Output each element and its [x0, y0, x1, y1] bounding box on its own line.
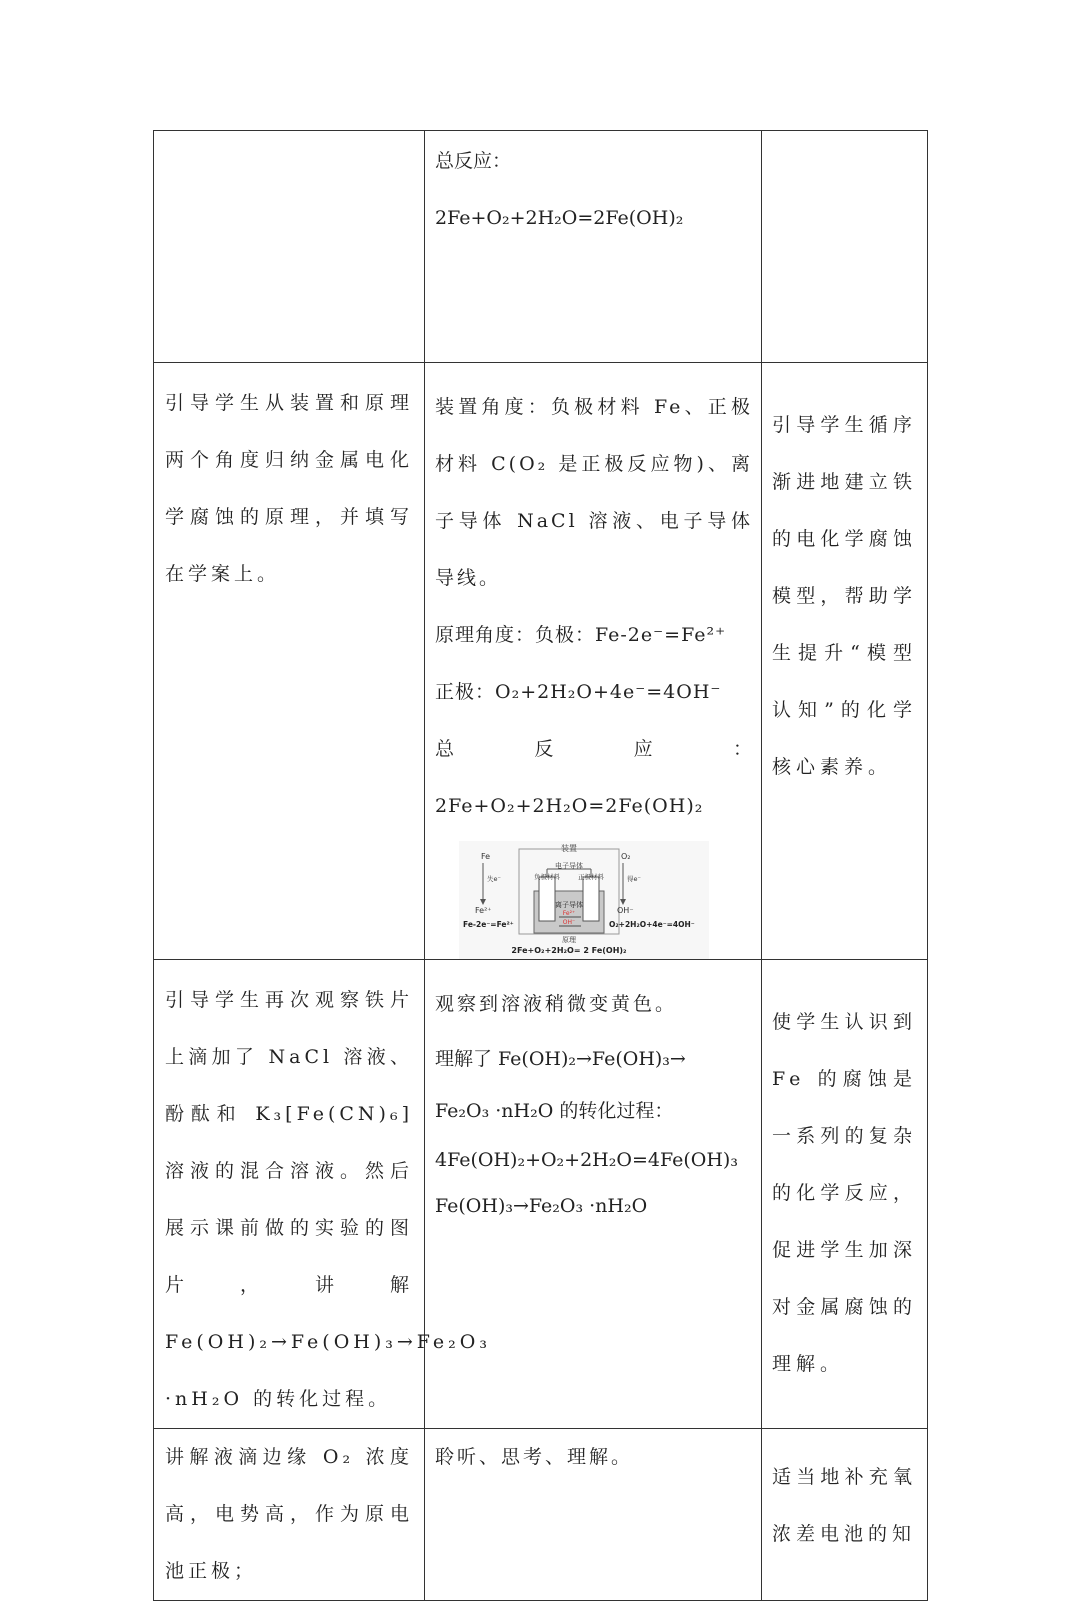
- principle-anode-text: 原理角度：负极：Fe-2e⁻=Fe²⁺: [435, 624, 727, 646]
- lose-electron-label: 失e⁻: [487, 875, 501, 883]
- anode-equation-label: Fe-2e⁻=Fe²⁺: [463, 920, 514, 929]
- ionic-conductor-label: 离子导体: [555, 901, 583, 909]
- intent-cell: [762, 131, 928, 363]
- teacher-cell: [154, 363, 425, 960]
- left-fe2-label: Fe²⁺: [475, 906, 492, 915]
- conversion-equation-text: Fe(OH)₃→Fe₂O₃ ·nH₂O: [435, 1195, 648, 1217]
- student-cell: [425, 960, 762, 1429]
- teacher-text: 引导学生再次观察铁片上滴加了 NaCl 溶液、酚酞和 K₃[Fe(CN)₆]溶液的混合溶液。然后展示课前做的实验的图片，讲解 Fe(OH)₂→Fe(OH)₃→Fe₂O₃ ·nH₂O 的转化过程。: [165, 989, 491, 1410]
- table-row: [154, 1429, 928, 1601]
- principle-cathode-text: 正极：O₂+2H₂O+4e⁻=4OH⁻: [435, 681, 722, 703]
- device-angle-text: 装置角度：负极材料 Fe、正极材料 C(O₂ 是正极反应物)、离子导体 NaCl 溶液、电子导体导线。: [435, 396, 753, 589]
- left-fe-label: Fe: [481, 852, 491, 861]
- teacher-cell: [154, 131, 425, 363]
- intent-cell: [762, 363, 928, 960]
- gain-electron-label: 得e⁻: [627, 875, 641, 883]
- table-row: [154, 363, 928, 960]
- lesson-table: [153, 130, 928, 1601]
- principle-label: 原理: [562, 936, 576, 944]
- intent-text: 适当地补充氧浓差电池的知: [772, 1466, 917, 1545]
- overall-equation-label: 2Fe+O₂+2H₂O= 2 Fe(OH)₂: [511, 946, 627, 955]
- teacher-text: 讲解液滴边缘 O₂ 浓度高，电势高，作为原电池正极；: [165, 1446, 413, 1582]
- principle-overall-text: 总反应：2Fe+O₂+2H₂O=2Fe(OH)₂: [435, 738, 753, 817]
- right-oh-label: OH⁻: [617, 906, 634, 915]
- student-cell: [425, 363, 762, 960]
- intent-text: 使学生认识到 Fe 的腐蚀是一系列的复杂的化学反应，促进学生加深对金属腐蚀的理解。: [772, 1011, 917, 1375]
- overall-reaction-text: 总反应：2Fe+O₂+2H₂O=2Fe(OH)₂: [435, 150, 684, 229]
- reaction-equation-text: 4Fe(OH)₂+O₂+2H₂O=4Fe(OH)₃: [435, 1149, 738, 1171]
- observation-text: 观察到溶液稍微变黄色。: [435, 993, 678, 1015]
- student-cell: [425, 131, 762, 363]
- listen-text: 聆听、思考、理解。: [435, 1446, 634, 1468]
- diagram-title: 装置: [561, 844, 577, 853]
- negative-material-label: 负极材料: [534, 873, 560, 881]
- table-row: [154, 131, 928, 363]
- table-row: [154, 960, 928, 1429]
- conversion-text: Fe₂O₃ ·nH₂O 的转化过程：: [435, 1100, 674, 1122]
- intent-text: 引导学生循序渐进地建立铁的电化学腐蚀模型，帮助学生提升“模型认知”的化学核心素养。: [772, 414, 917, 778]
- positive-material-label: 正极材料: [578, 873, 604, 881]
- intent-cell: [762, 960, 928, 1429]
- electron-conductor-label: 电子导体: [555, 862, 583, 870]
- cathode-equation-label: O₂+2H₂O+4e⁻=4OH⁻: [609, 920, 695, 929]
- student-cell: [425, 1429, 762, 1601]
- teacher-cell: [154, 960, 491, 1429]
- teacher-cell: [154, 1429, 425, 1601]
- intent-cell: [762, 1429, 928, 1601]
- understanding-text: 理解了 Fe(OH)₂→Fe(OH)₃→: [435, 1048, 686, 1070]
- fe-ion-label: Fe²⁺: [562, 910, 576, 917]
- oh-ion-label: OH⁻: [562, 919, 576, 926]
- teacher-text: 引导学生从装置和原理两个角度归纳金属电化学腐蚀的原理，并填写在学案上。: [165, 392, 413, 585]
- corrosion-model-diagram: [459, 841, 709, 959]
- right-o2-label: O₂: [621, 852, 631, 861]
